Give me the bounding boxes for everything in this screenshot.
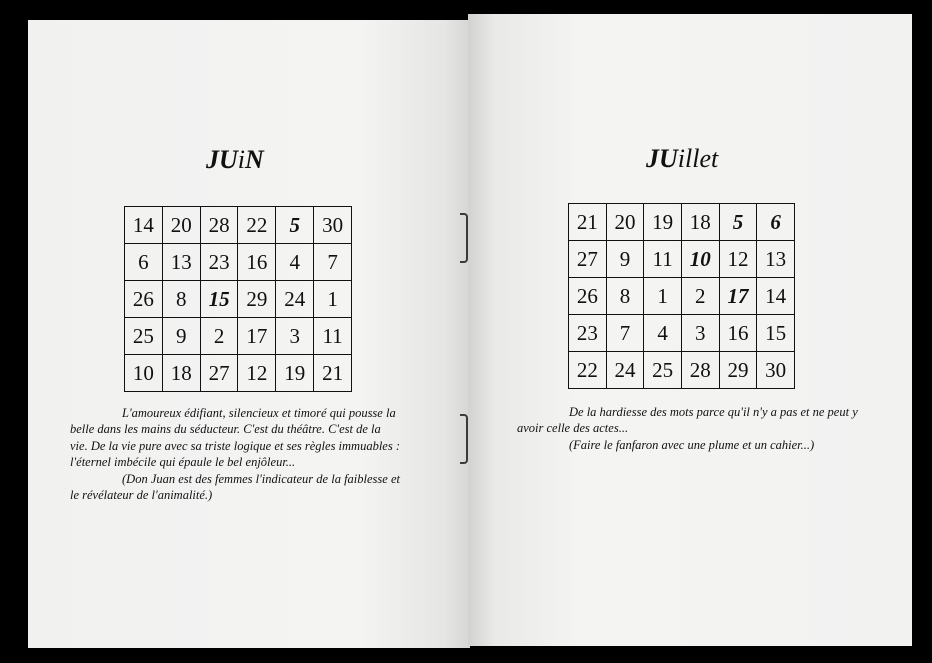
calendar-cell: 2: [681, 278, 719, 315]
calendar-cell: 16: [238, 244, 276, 281]
calendar-cell: 17: [238, 318, 276, 355]
text-juin: [70, 405, 400, 503]
calendar-cell: 5: [276, 207, 314, 244]
title-part: i: [237, 145, 246, 174]
title-part: JU: [646, 144, 678, 173]
calendar-cell: 1: [644, 278, 682, 315]
calendar-cell: 3: [681, 315, 719, 352]
calendar-cell: 28: [200, 207, 238, 244]
calendar-row: [125, 244, 352, 281]
calendar-cell: 19: [276, 355, 314, 392]
calendar-cell: 27: [200, 355, 238, 392]
calendar-cell: 7: [606, 315, 644, 352]
calendar-cell: 10: [125, 355, 163, 392]
calendar-cell: 11: [644, 241, 682, 278]
calendar-cell: 19: [644, 204, 682, 241]
calendar-row: [125, 355, 352, 392]
calendar-row: [569, 278, 795, 315]
calendar-cell: 1: [314, 281, 352, 318]
calendar-cell: 9: [606, 241, 644, 278]
calendar-cell: 21: [314, 355, 352, 392]
calendar-cell: 29: [238, 281, 276, 318]
month-title-juin: [206, 145, 264, 175]
calendar-cell: 26: [569, 278, 607, 315]
calendar-row: [125, 281, 352, 318]
calendar-cell: 30: [314, 207, 352, 244]
calendar-cell: 25: [644, 352, 682, 389]
calendar-cell: 18: [162, 355, 200, 392]
text-juillet-paragraph-1: De la hardiesse des mots parce qu'il n'y a pas et ne peut y avoir celle des actes...: [517, 405, 858, 436]
calendar-cell: 4: [276, 244, 314, 281]
calendar-cell: 18: [681, 204, 719, 241]
calendar-cell: 25: [125, 318, 163, 355]
calendar-cell: 17: [719, 278, 757, 315]
calendar-cell: 13: [757, 241, 795, 278]
calendar-cell: 6: [757, 204, 795, 241]
calendar-row: [569, 204, 795, 241]
title-part: illet: [677, 144, 719, 173]
staple-top: [460, 213, 468, 263]
calendar-cell: 15: [757, 315, 795, 352]
calendar-cell: 14: [125, 207, 163, 244]
calendar-cell: 13: [162, 244, 200, 281]
text-juin-paragraph-1: L'amoureux édifiant, silencieux et timoré qui pousse la belle dans les mains du séducteur. C'est du théâtre. C'est de la vie. De la vie pure avec sa triste logique et ses règles immuables : l'éternel imbécile qui épaule le bel enjôleur...: [70, 406, 401, 470]
calendar-row: [125, 207, 352, 244]
calendar-cell: 9: [162, 318, 200, 355]
calendar-cell: 2: [200, 318, 238, 355]
text-juillet-paragraph-2: (Faire le fanfaron avec une plume et un cahier...): [569, 437, 815, 452]
calendar-cell: 22: [569, 352, 607, 389]
calendar-cell: 30: [757, 352, 795, 389]
calendar-cell: 6: [125, 244, 163, 281]
calendar-cell: 23: [200, 244, 238, 281]
calendar-cell: 16: [719, 315, 757, 352]
calendar-cell: 14: [757, 278, 795, 315]
calendar-row: [125, 318, 352, 355]
calendar-cell: 12: [719, 241, 757, 278]
month-title-juillet: [646, 144, 718, 174]
calendar-cell: 26: [125, 281, 163, 318]
calendar-cell: 12: [238, 355, 276, 392]
calendar-cell: 20: [606, 204, 644, 241]
calendar-cell: 10: [681, 241, 719, 278]
calendar-cell: 22: [238, 207, 276, 244]
calendar-cell: 11: [314, 318, 352, 355]
text-juillet: [517, 404, 862, 453]
title-part: N: [245, 145, 264, 174]
calendar-cell: 24: [276, 281, 314, 318]
calendar-cell: 20: [162, 207, 200, 244]
calendar-cell: 27: [569, 241, 607, 278]
calendar-cell: 5: [719, 204, 757, 241]
calendar-row: [569, 352, 795, 389]
calendar-cell: 15: [200, 281, 238, 318]
staple-bottom: [460, 414, 468, 464]
calendar-cell: 4: [644, 315, 682, 352]
calendar-cell: 23: [569, 315, 607, 352]
calendar-grid-juillet: [568, 203, 795, 389]
calendar-row: [569, 241, 795, 278]
calendar-cell: 28: [681, 352, 719, 389]
calendar-cell: 8: [162, 281, 200, 318]
text-juin-paragraph-2: (Don Juan est des femmes l'indicateur de la faiblesse et le révélateur de l'animalité.): [70, 471, 400, 503]
calendar-cell: 7: [314, 244, 352, 281]
calendar-cell: 3: [276, 318, 314, 355]
calendar-cell: 21: [569, 204, 607, 241]
calendar-cell: 29: [719, 352, 757, 389]
title-part: JU: [206, 145, 238, 174]
calendar-grid-juin: [124, 206, 352, 392]
calendar-cell: 24: [606, 352, 644, 389]
calendar-cell: 8: [606, 278, 644, 315]
calendar-row: [569, 315, 795, 352]
